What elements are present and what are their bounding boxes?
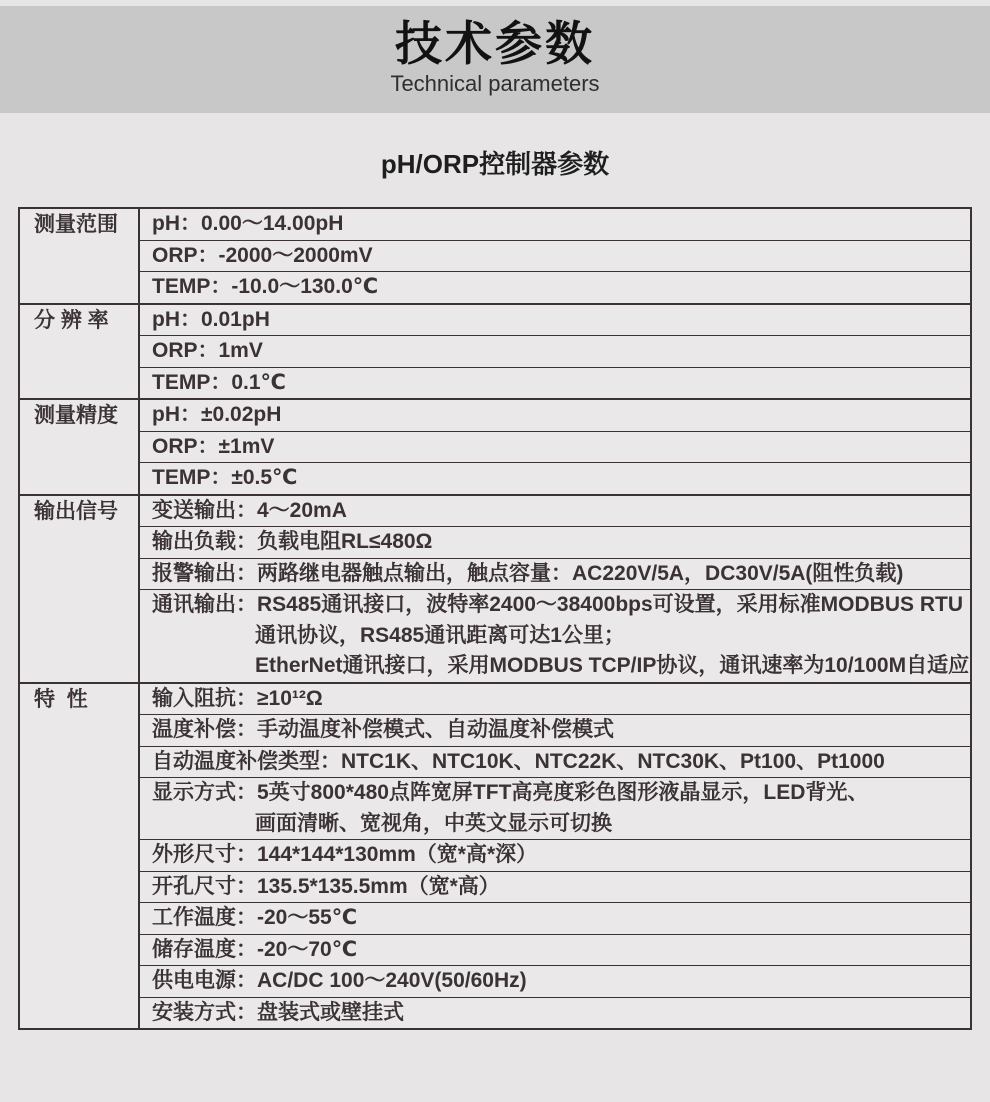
spec-line: 安装方式：盘装式或壁挂式 [152,1000,404,1024]
spec-line: 报警输出：两路继电器触点输出，触点容量：AC220V/5A，DC30V/5A(阻性负载) [152,561,904,585]
spec-row [140,496,970,528]
table-group-measure-range [20,209,970,305]
spec-row [140,778,970,840]
spec-line: TEMP：±0.5℃ [152,466,298,489]
header-banner [0,6,990,113]
spec-line: 开孔尺寸：135.5*135.5mm（宽*高） [152,874,500,898]
spec-line: 供电电源：AC/DC 100～240V(50/60Hz) [152,969,527,992]
spec-line: ORP：-2000～2000mV [152,243,373,267]
spec-line: 自动温度补偿类型：NTC1K、NTC10K、NTC22K、NTC30K、Pt100、Pt1000 [152,749,885,773]
table-group-output-signal [20,496,970,684]
spec-row [140,400,970,432]
table-group-resolution [20,305,970,401]
spec-line: 显示方式：5英寸800*480点阵宽屏TFT高亮度彩色图形液晶显示，LED背光、 [152,781,869,804]
spec-line: ORP：1mV [152,339,263,362]
spec-line: TEMP：0.1℃ [152,370,286,394]
spec-line: 外形尺寸：144*144*130mm（宽*高*深） [152,843,538,866]
spec-line: TEMP：-10.0～130.0℃ [152,275,379,298]
spec-line-continuation: 通讯协议，RS485通讯距离可达1公里； [255,623,625,647]
spec-row [140,935,970,967]
group-label: 测量精度 [20,400,140,494]
spec-line: 输入阻抗：≥10¹²Ω [152,686,323,710]
spec-row [140,241,970,273]
spec-line: 输出负载：负载电阻RL≤480Ω [152,530,433,553]
spec-line: pH：±0.02pH [152,403,282,426]
group-label: 测量范围 [20,209,140,303]
spec-row [140,998,970,1029]
spec-row [140,527,970,559]
spec-line: 通讯输出：RS485通讯接口，波特率2400～38400bps可设置，采用标准MODBUS RTU [152,593,963,616]
spec-line-continuation: 画面清晰、宽视角，中英文显示可切换 [255,811,612,835]
spec-row [140,463,970,494]
spec-row [140,272,970,303]
spec-line: 变送输出：4～20mA [152,498,347,522]
spec-row [140,903,970,935]
table-group-accuracy [20,400,970,496]
page-title: 技术参数 [395,17,595,70]
spec-line: ORP：±1mV [152,434,275,458]
page [0,6,990,1030]
spec-row [140,209,970,241]
spec-row [140,840,970,872]
spec-row [140,684,970,716]
group-label: 分 辨 率 [20,305,140,399]
spec-line: 工作温度：-20～55℃ [152,906,358,929]
spec-line: pH：0.01pH [152,307,270,331]
group-label: 输出信号 [20,496,140,682]
spec-line-continuation: EtherNet通讯接口，采用MODBUS TCP/IP协议，通讯速率为10/100M自适应 [255,654,970,677]
spec-row [140,368,970,399]
spec-row [140,559,970,591]
spec-row [140,432,970,464]
spec-row [140,747,970,779]
section-title: pH/ORP控制器参数 [380,149,610,179]
spec-row [140,590,970,682]
spec-row [140,872,970,904]
table-group-features [20,684,970,1029]
spec-row [140,966,970,998]
group-label: 特 性 [20,684,140,1029]
spec-row [140,305,970,337]
parameters-table [18,207,972,1030]
spec-row [140,715,970,747]
spec-line: 储存温度：-20～70℃ [152,937,358,961]
spec-line: 温度补偿：手动温度补偿模式、自动温度补偿模式 [152,718,614,741]
spec-row [140,336,970,368]
spec-line: pH：0.00～14.00pH [152,212,344,235]
page-subtitle: Technical parameters [390,71,600,96]
